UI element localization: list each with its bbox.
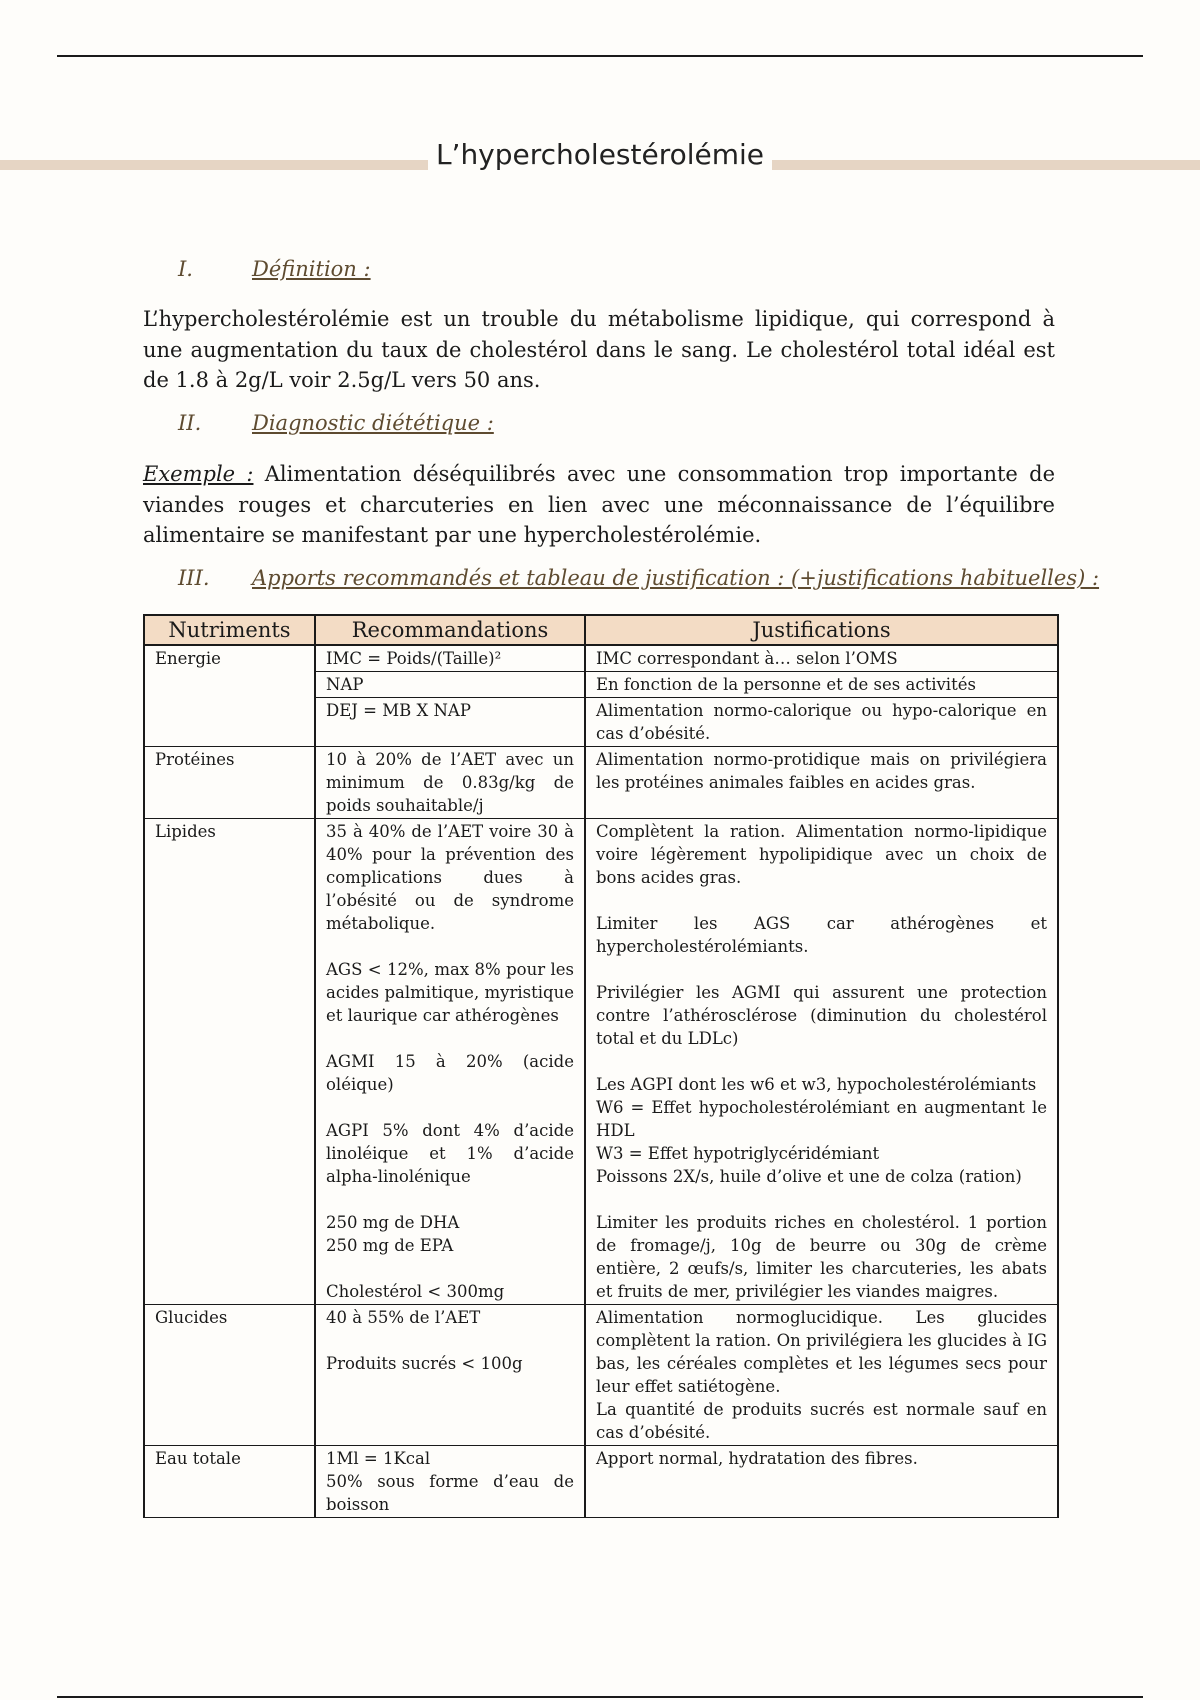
just-line: Complètent la ration. Alimentation normo-lipidique voire légèrement hypolipidique avec un choix de bons acides gras.	[596, 822, 1047, 887]
table-header-row	[144, 615, 1058, 645]
header-recommandations: Recommandations	[315, 615, 585, 645]
reco-line: 250 mg de DHA	[326, 1213, 460, 1232]
table-row	[144, 645, 1058, 672]
just-line: Limiter les AGS car athérogènes et hypercholestérolémiants.	[596, 914, 1047, 956]
title-band-left	[0, 160, 428, 170]
section-number: III.	[178, 566, 210, 590]
reco-line: AGS < 12%, max 8% pour les acides palmitique, myristique et laurique car athérogènes	[326, 960, 574, 1025]
nutrient-eau: Eau totale	[144, 1446, 315, 1518]
nutrition-table	[143, 614, 1059, 1518]
reco-line: 50% sous forme d’eau de boisson	[326, 1472, 574, 1514]
section-title: Diagnostic diététique :	[252, 411, 494, 435]
reco-cell	[315, 1446, 585, 1518]
just-cell: IMC correspondant à… selon l’OMS	[585, 645, 1058, 672]
reco-cell: 10 à 20% de l’AET avec un minimum de 0.83g/kg de poids souhaitable/j	[315, 747, 585, 819]
header-nutriments: Nutriments	[144, 615, 315, 645]
table-row	[144, 819, 1058, 1305]
reco-line: 35 à 40% de l’AET voire 30 à 40% pour la prévention des complications dues à l’obésité ou de syndrome métabolique.	[326, 822, 574, 933]
just-cell	[585, 1305, 1058, 1446]
just-line: La quantité de produits sucrés est normale sauf en cas d’obésité.	[596, 1400, 1047, 1442]
reco-cell	[315, 819, 585, 1305]
table-row	[144, 1305, 1058, 1446]
header-justifications: Justifications	[585, 615, 1058, 645]
nutrient-energie: Energie	[144, 645, 315, 747]
just-line: Alimentation normoglucidique. Les glucides complètent la ration. On privilégiera les glucides à IG bas, les céréales complètes et les légumes secs pour leur effet satiétogène.	[596, 1308, 1047, 1396]
nutrient-glucides: Glucides	[144, 1305, 315, 1446]
reco-line: Cholestérol < 300mg	[326, 1282, 505, 1301]
reco-line: 250 mg de EPA	[326, 1236, 454, 1255]
just-line: Limiter les produits riches en cholestérol. 1 portion de fromage/j, 10g de beurre ou 30g de crème entière, 2 œufs/s, limiter les charcuteries, les abats et fruits de mer, privilégier les viandes maigres.	[596, 1213, 1047, 1301]
reco-line: Produits sucrés < 100g	[326, 1354, 523, 1373]
just-line: Poissons 2X/s, huile d’olive et une de colza (ration)	[596, 1167, 1022, 1186]
nutrient-lipides: Lipides	[144, 819, 315, 1305]
definition-paragraph: L’hypercholestérolémie est un trouble du métabolisme lipidique, qui correspond à une augmentation du taux de cholestérol dans le sang. Le cholestérol total idéal est de 1.8 à 2g/L voir 2.5g/L vers 50 ans.	[143, 307, 1055, 392]
reco-cell: IMC = Poids/(Taille)²	[315, 645, 585, 672]
just-cell: Alimentation normo-calorique ou hypo-calorique en cas d’obésité.	[585, 698, 1058, 747]
document-title: L’hypercholestérolémie	[435, 138, 765, 171]
section-heading-apports	[178, 566, 1099, 590]
nutrient-proteines: Protéines	[144, 747, 315, 819]
reco-cell: NAP	[315, 672, 585, 698]
reco-cell	[315, 1305, 585, 1446]
example-label: Exemple :	[143, 462, 254, 486]
reco-cell: DEJ = MB X NAP	[315, 698, 585, 747]
just-line: W6 = Effet hypocholestérolémiant en augmentant le HDL	[596, 1098, 1047, 1140]
just-line: Privilégier les AGMI qui assurent une protection contre l’athérosclérose (diminution du cholestérol total et du LDLc)	[596, 983, 1047, 1048]
section-heading-diagnostic	[178, 411, 494, 435]
reco-line: 1Ml = 1Kcal	[326, 1449, 431, 1468]
just-line: W3 = Effet hypotriglycéridémiant	[596, 1144, 880, 1163]
just-cell: Alimentation normo-protidique mais on privilégiera les protéines animales faibles en acides gras.	[585, 747, 1058, 819]
section-heading-definition	[178, 257, 371, 281]
table-row	[144, 1446, 1058, 1518]
reco-line: 40 à 55% de l’AET	[326, 1308, 481, 1327]
bottom-rule	[57, 1696, 1143, 1698]
just-cell	[585, 819, 1058, 1305]
reco-line: AGPI 5% dont 4% d’acide linoléique et 1% d’acide alpha-linolénique	[326, 1121, 574, 1186]
just-line: Les AGPI dont les w6 et w3, hypocholestérolémiants	[596, 1075, 1037, 1094]
table-row	[144, 747, 1058, 819]
title-band-right	[772, 160, 1200, 170]
top-rule	[57, 55, 1143, 57]
section-number: I.	[178, 257, 193, 281]
diagnostic-paragraph	[143, 459, 1055, 551]
section-title: Apports recommandés et tableau de justification : (+justifications habituelles) :	[252, 566, 1100, 590]
reco-line: AGMI 15 à 20% (acide oléique)	[326, 1052, 574, 1094]
just-cell: Apport normal, hydratation des fibres.	[585, 1446, 1058, 1518]
section-number: II.	[178, 411, 202, 435]
example-text: Alimentation déséquilibrés avec une consommation trop importante de viandes rouges et charcuteries en lien avec une méconnaissance de l’équilibre alimentaire se manifestant par une hypercholestérolémie.	[143, 462, 1055, 547]
section-title: Définition :	[252, 257, 371, 281]
just-cell: En fonction de la personne et de ses activités	[585, 672, 1058, 698]
